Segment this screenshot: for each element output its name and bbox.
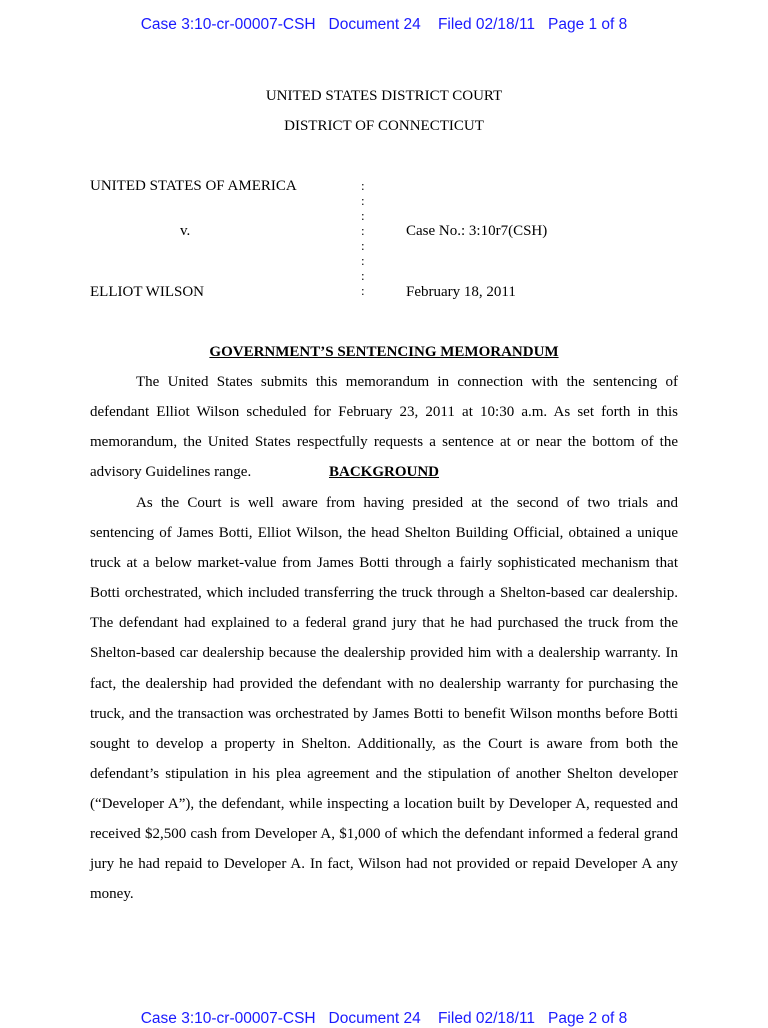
court-name: UNITED STATES DISTRICT COURT (265, 88, 503, 104)
caption-date: February 18, 2011 (406, 284, 516, 300)
ecf-header-stamp (0, 16, 768, 34)
document-title: GOVERNMENT’S SENTENCING MEMORANDUM (209, 344, 559, 360)
stamp-case-number: Case 3:10-cr-00007-CSH (140, 16, 316, 33)
stamp-page-number: Page 2 of 8 (547, 1010, 628, 1027)
section-heading-background: BACKGROUND (328, 464, 439, 480)
ecf-footer-stamp (0, 1010, 768, 1028)
stamp-filed-date: Filed 02/18/11 (437, 1010, 536, 1027)
stamp-page-number: Page 1 of 8 (547, 16, 628, 33)
caption-colon: : (361, 193, 365, 208)
stamp-document-number: Document 24 (328, 16, 421, 33)
caption-colon: : (361, 238, 365, 253)
caption-colon: : (361, 223, 365, 238)
caption-defendant: ELLIOT WILSON (90, 284, 205, 300)
caption-colon: : (361, 178, 365, 193)
caption-case-number: Case No.: 3:10r7(CSH) (406, 223, 548, 239)
stamp-filed-date: Filed 02/18/11 (437, 16, 536, 33)
caption-colon-divider (361, 178, 371, 298)
caption-colon: : (361, 208, 365, 223)
caption-versus: v. (180, 223, 191, 239)
caption-colon: : (361, 253, 365, 268)
stamp-document-number: Document 24 (328, 1010, 421, 1027)
caption-plaintiff: UNITED STATES OF AMERICA (90, 178, 297, 194)
stamp-case-number: Case 3:10-cr-00007-CSH (140, 1010, 316, 1027)
intro-paragraph: The United States submits this memorandum in connection with the sentencing of defendant Elliot Wilson scheduled for February 23, 2011 at 10:30 a.m. As set forth in this memorandum, the United States respectfully requests a sentence at or near the bottom of the advisory Guidelines range. (90, 374, 678, 481)
court-district: DISTRICT OF CONNECTICUT (284, 118, 484, 134)
caption-colon: : (361, 268, 365, 283)
caption-colon: : (361, 283, 365, 298)
background-paragraph: As the Court is well aware from having presided at the second of two trials and sentencing of James Botti, Elliot Wilson, the head Shelton Building Official, obtained a unique truck at a below market-value from James Botti through a fairly sophisticated mechanism that Botti orchestrated, which included transferring the truck through a Shelton-based car dealership. The defendant had explained to a federal grand jury that he had purchased the truck from the Shelton-based car dealership because the dealership provided him with a dealership warranty. In fact, the dealership had provided the defendant with no dealership warranty for purchasing the truck, and the transaction was orchestrated by James Botti to benefit Wilson months before Botti sought to develop a property in Shelton. Additionally, as the Court is aware from both the defendant’s stipulation in his plea agreement and the stipulation of another Shelton developer (“Developer A”), the defendant, while inspecting a location built by Developer A, requested and received $2,500 cash from Developer A, $1,000 of which the defendant informed a federal grand jury he had repaid to Developer A. In fact, Wilson had not provided or repaid Developer A any money. (90, 495, 678, 903)
